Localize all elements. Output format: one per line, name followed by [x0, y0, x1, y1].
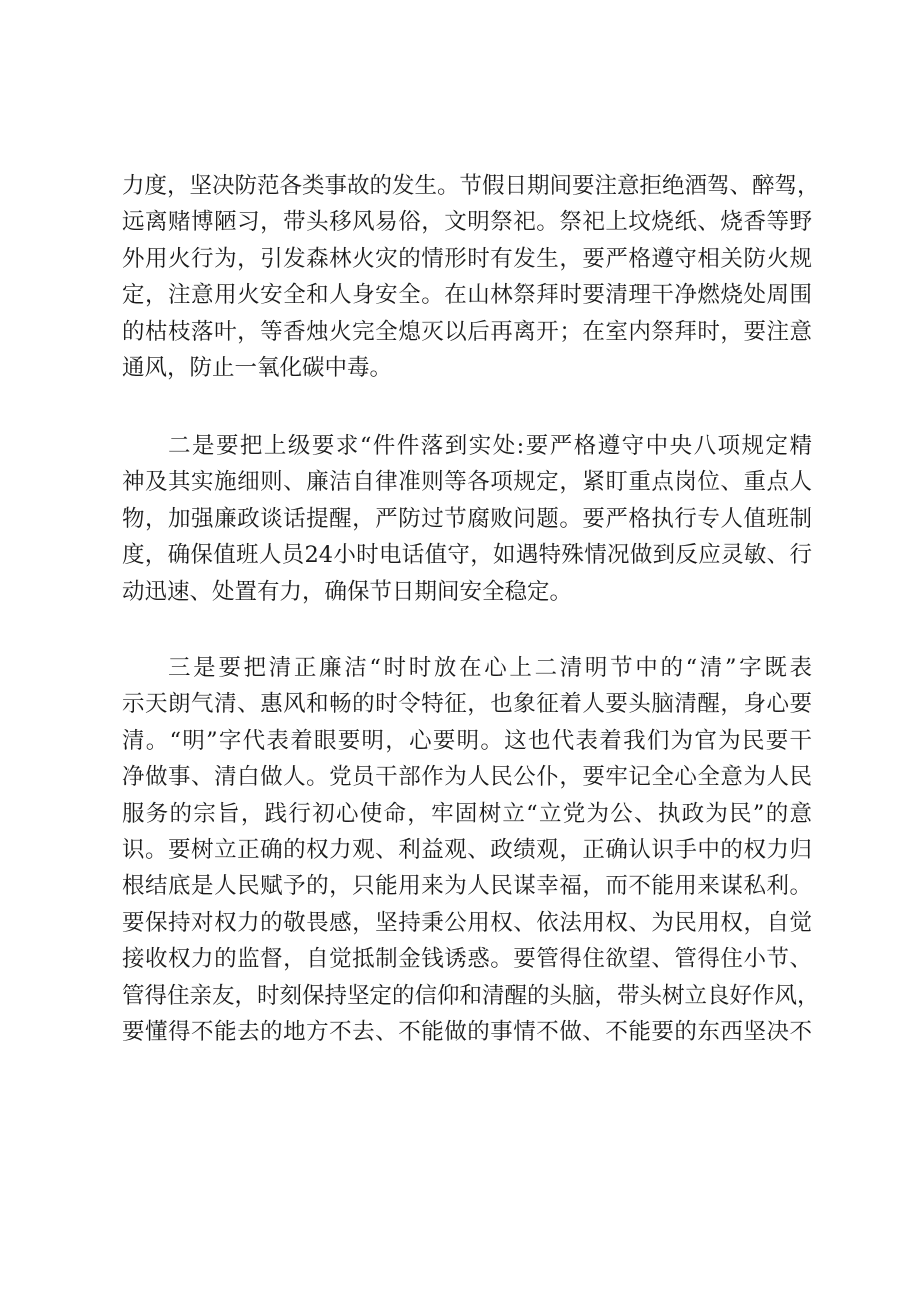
- paragraph-line: 识。要树立正确的权力观、利益观、政绩观，正确认识手中的权力归: [122, 836, 812, 863]
- paragraph-line: 清。“明”字代表着眼要明，心要明。这也代表着我们为官为民要干: [122, 727, 812, 754]
- paragraph-line: 力度，坚决防范各类事故的发生。节假日期间要注意拒绝酒驾、醉驾，: [122, 173, 820, 199]
- paragraph-line: 动迅速、处置有力，确保节日期间安全稳定。: [122, 578, 573, 605]
- paragraph-line: 净做事、清白做人。党员干部作为人民公仆，要牢记全心全意为人民: [122, 764, 812, 791]
- paragraph-1: [122, 168, 820, 386]
- paragraph-3: [122, 650, 820, 1050]
- paragraph-line: 的枯枝落叶，等香烛火完全熄灭以后再离开；在室内祭拜时，要注意: [122, 318, 812, 345]
- paragraph-line: 远离赌博陋习，带头移风易俗，文明祭祀。祭祀上坟烧纸、烧香等野: [122, 209, 812, 236]
- paragraph-line: 神及其实施细则、廉洁自律准则等各项规定，紧盯重点岗位、重点人: [122, 469, 812, 496]
- paragraph-line: 要懂得不能去的地方不去、不能做的事情不做、不能要的东西坚决不: [122, 1018, 812, 1045]
- paragraph-line: 物，加强廉政谈话提醒，严防过节腐败问题。要严格执行专人值班制: [122, 505, 812, 532]
- paragraph-line: 度，确保值班人员24小时电话值守，如遇特殊情况做到反应灵敏、行: [122, 542, 812, 569]
- paragraph-line: 外用火行为，引发森林火灾的情形时有发生，要严格遵守相关防火规: [122, 245, 812, 272]
- paragraph-line: 定，注意用火安全和人身安全。在山林祭拜时要清理干净燃烧处周围: [122, 282, 812, 309]
- paragraph-line: 根结底是人民赋予的，只能用来为人民谋幸福，而不能用来谋私利。: [122, 873, 812, 900]
- paragraph-line: 示天朗气清、惠风和畅的时令特征，也象征着人要头脑清醒，身心要: [122, 691, 812, 718]
- paragraph-line: 二是要把上级要求“件件落到实处:要严格遵守中央八项规定精: [168, 433, 812, 459]
- paragraph-line: 管得住亲友，时刻保持坚定的信仰和清醒的头脑，带头树立良好作风，: [122, 982, 820, 1009]
- paragraph-line: 通风，防止一氧化碳中毒。: [122, 354, 393, 381]
- paragraph-line: 接收权力的监督，自觉抵制金钱诱惑。要管得住欲望、管得住小节、: [122, 946, 812, 973]
- paragraph-line: 要保持对权力的敬畏感，坚持秉公用权、依法用权、为民用权，自觉: [122, 909, 812, 936]
- paragraph-line: 三是要把清正廉洁“时时放在心上二清明节中的“清”字既表: [168, 655, 812, 681]
- paragraph-2: [122, 428, 812, 610]
- paragraph-line: 服务的宗旨，践行初心使命，牢固树立“立党为公、执政为民”的意: [122, 800, 812, 827]
